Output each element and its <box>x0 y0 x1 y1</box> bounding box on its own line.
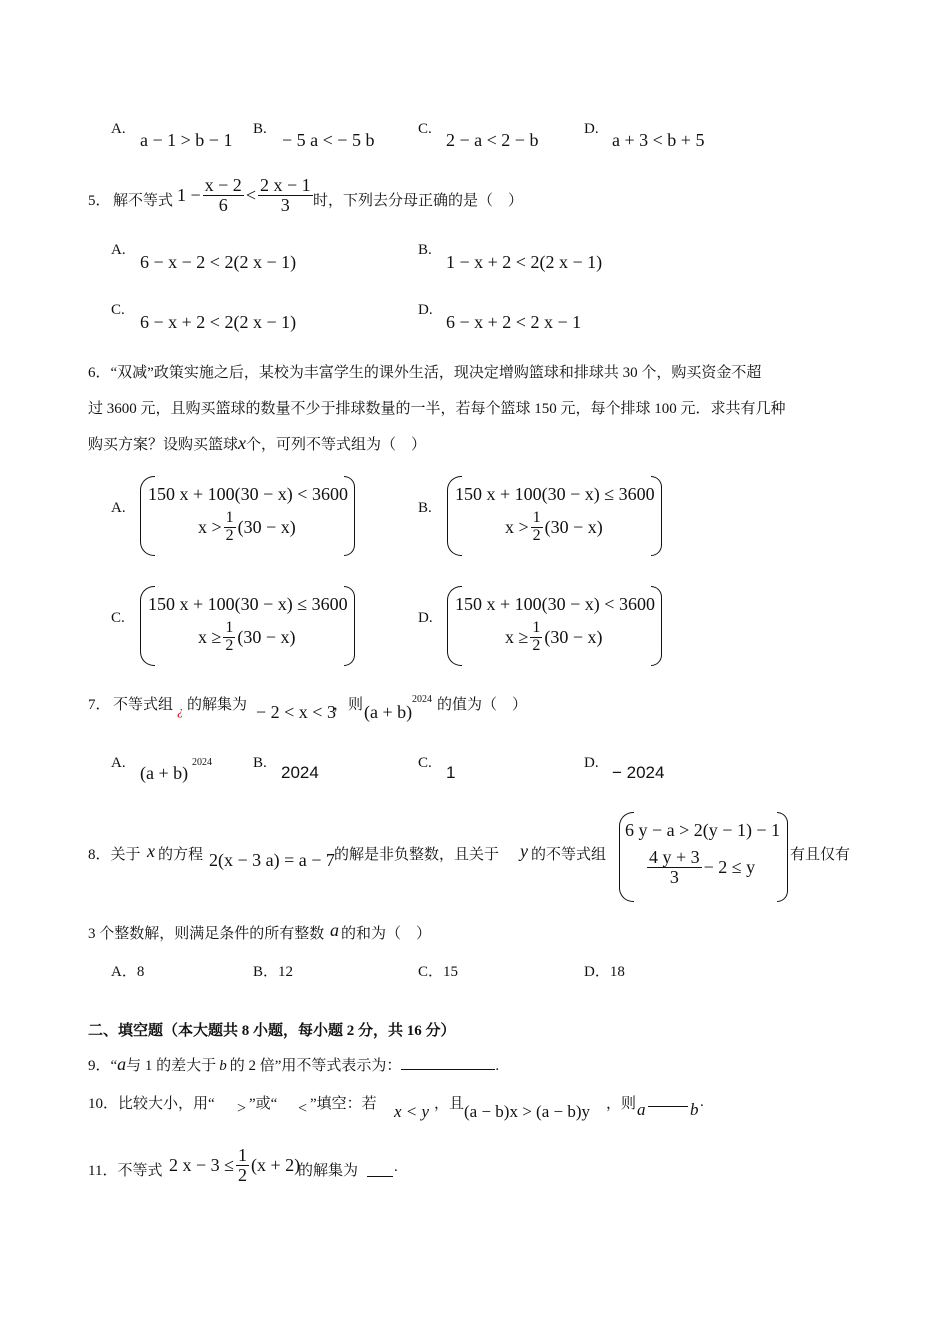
q6-option-b-row2 <box>505 510 603 545</box>
half-den: 2 <box>225 636 234 654</box>
q11-half-den: 2 <box>238 1164 248 1185</box>
q4-option-c-expr: 2 − a < 2 − b <box>446 130 539 150</box>
q6-line3-a: 购买方案？设购买篮球 <box>88 437 239 453</box>
q6-option-c-letter: C. <box>111 610 125 626</box>
q8-option-c-letter: C． <box>418 964 444 980</box>
q5-option-a-expr: 6 − x − 2 < 2(2 x − 1) <box>140 252 297 272</box>
q6-option-d-letter: D. <box>418 610 433 626</box>
q8-line1-b: 的方程 <box>158 847 204 863</box>
q4-option-a-expr: a − 1 > b − 1 <box>140 130 233 150</box>
q4-option-b-letter: B. <box>253 121 267 137</box>
q8-option-b <box>253 960 293 981</box>
q7-option-d-expr: − 2024 <box>612 763 665 782</box>
q9-var-a: a <box>117 1054 127 1074</box>
q8-option-d <box>584 960 625 981</box>
q10-var-a: a <box>637 1100 646 1119</box>
q6-option-c-row2 <box>198 620 296 655</box>
q8-line2-b: 的和为（ ） <box>341 926 432 942</box>
q6-option-b-row2-rhs: (30 − x) <box>544 516 603 537</box>
q8-line1-c: 的解是非负整数，且关于 <box>334 847 500 863</box>
q5-option-d-expr: 6 − x + 2 < 2 x − 1 <box>446 312 582 332</box>
q5-f1-den: 6 <box>218 194 228 215</box>
q8-equation: 2(x − 3 a) = a − 7 <box>209 850 335 870</box>
q8-var-x: x <box>147 841 155 861</box>
q4-option-b-expr: − 5 a < − 5 b <box>282 130 375 150</box>
q8-var-y: y <box>520 841 528 861</box>
q6-option-d-system <box>447 586 667 666</box>
q8-system <box>619 812 794 902</box>
q4-option-a-letter: A. <box>111 121 126 137</box>
q7-option-c-expr: 1 <box>446 763 456 782</box>
q6-line1: 6．“双减”政策实施之后，某校为丰富学生的课外生活，现决定增购篮球和排球共 30 个，购买资金不超 <box>88 365 762 381</box>
q7-glyph: ¿ <box>177 703 184 718</box>
q8-option-d-letter: D． <box>584 964 610 980</box>
q7-exp: 2024 <box>412 694 432 705</box>
q6-option-a-half <box>224 510 236 545</box>
q8-option-c-value: 15 <box>443 964 459 980</box>
q7-mid: 的解集为 <box>187 697 248 713</box>
half-num: 1 <box>225 509 234 526</box>
half-num: 1 <box>532 619 541 636</box>
q9-a: 9．“ <box>88 1058 118 1074</box>
q6-var-x: x <box>238 433 247 453</box>
q7-option-d-letter: D. <box>584 755 599 771</box>
q8-option-b-letter: B． <box>253 964 279 980</box>
q9-c: 的 2 倍”用不等式表示为： <box>229 1058 402 1074</box>
q8-row2-num: 4 y + 3 <box>649 847 700 867</box>
q6-option-c-half <box>223 620 235 655</box>
q5-one: 1 − <box>177 184 201 205</box>
q10-lt: < <box>298 1100 308 1117</box>
q5-f2-den: 3 <box>280 194 290 215</box>
q8-option-c <box>418 960 458 981</box>
q11-a: 11．不等式 <box>88 1163 163 1179</box>
q6-option-b-half <box>531 510 543 545</box>
q5-number: 5． <box>88 193 111 209</box>
q7-suffix: 的值为（ ） <box>437 697 528 713</box>
q5-lt: < <box>245 184 256 205</box>
q8-line1-d: 的不等式组 <box>531 847 607 863</box>
q8-option-a-letter: A． <box>111 964 137 980</box>
q5-f1-num: x − 2 <box>204 175 242 195</box>
q6-option-d-row1: 150 x + 100(30 − x) < 3600 <box>455 594 655 614</box>
q8-row2-den: 3 <box>669 866 679 887</box>
q7-option-a-exp: 2024 <box>192 757 212 768</box>
section-2-title: 二、填空题（本大题共 8 小题，每小题 2 分，共 16 分） <box>88 1023 456 1039</box>
q8-line1-a: 8．关于 <box>88 847 141 863</box>
q5-option-c-expr: 6 − x + 2 < 2(2 x − 1) <box>140 312 297 332</box>
q6-option-c-system <box>140 586 360 666</box>
q8-row1: 6 y − a > 2(y − 1) − 1 <box>625 820 781 840</box>
q6-option-a-letter: A. <box>111 500 126 516</box>
q9-answer-blank[interactable] <box>401 1053 495 1070</box>
q6-option-b-row1: 150 x + 100(30 − x) ≤ 3600 <box>455 484 655 504</box>
q5-inequality <box>177 176 315 215</box>
q8-option-a-value: 8 <box>136 964 145 980</box>
q6-line2: 过 3600 元，且购买篮球的数量不少于排球数量的一半，若每个篮球 150 元，每个排球 100 元．求共有几种 <box>88 401 786 417</box>
q9-b: 与 1 的差大于 <box>126 1058 217 1074</box>
q5-prefix: 解不等式 <box>113 193 174 209</box>
q6-line3-b: 个，可列不等式组为（ ） <box>246 437 427 453</box>
q5-fraction-right <box>258 176 313 215</box>
q7-option-a-expr: (a + b) <box>140 763 189 783</box>
q6-option-a-system <box>140 476 360 556</box>
question-9 <box>88 1053 499 1075</box>
half-den: 2 <box>532 526 541 544</box>
q10-e: ，则 <box>606 1096 637 1112</box>
q7-option-c-letter: C. <box>418 755 432 771</box>
q7-base: (a + b) <box>364 702 413 722</box>
q5-option-c-letter: C. <box>111 302 125 318</box>
q7-option-a-letter: A. <box>111 755 126 771</box>
q4-option-d-expr: a + 3 < b + 5 <box>612 130 705 150</box>
q10-cond1: x < y <box>394 1102 430 1121</box>
q6-option-a-row2-rhs: (30 − x) <box>237 516 296 537</box>
q6-option-a-row2 <box>198 510 296 545</box>
half-num: 1 <box>225 619 234 636</box>
q5-f2-num: 2 x − 1 <box>259 175 311 195</box>
q5-option-b-letter: B. <box>418 242 432 258</box>
q8-row2-fraction <box>647 848 702 887</box>
q10-answer-blank[interactable] <box>648 1104 688 1107</box>
q6-option-c-row1: 150 x + 100(30 − x) ≤ 3600 <box>148 594 348 614</box>
q11-answer-blank[interactable] <box>367 1163 393 1177</box>
q5-suffix: 时，下列去分母正确的是（ ） <box>313 193 524 209</box>
q7-number: 7． <box>88 697 111 713</box>
q6-option-b-system <box>447 476 667 556</box>
q10-d: ，且 <box>434 1096 465 1112</box>
q8-row2 <box>645 848 755 887</box>
q6-option-c-row2-lhs: x ≥ <box>198 626 222 647</box>
q10-c: ”填空：若 <box>310 1096 377 1112</box>
q7-prefix: 不等式组 <box>113 697 174 713</box>
q6-option-d-row2 <box>505 620 603 655</box>
q10-b: ”或“ <box>249 1096 278 1112</box>
q8-line2-a: 3 个整数解，则满足条件的所有整数 <box>88 926 325 942</box>
q8-option-b-value: 12 <box>278 964 294 980</box>
half-num: 1 <box>532 509 541 526</box>
q11-b: 的解集为 <box>298 1163 359 1179</box>
q8-option-d-value: 18 <box>609 964 625 980</box>
q11-lhs: 2 x − 3 ≤ <box>169 1154 235 1175</box>
q6-option-c-row2-rhs: (30 − x) <box>237 626 296 647</box>
q4-option-c-letter: C. <box>418 121 432 137</box>
q9-end: . <box>495 1058 500 1074</box>
q6-option-d-row2-lhs: x ≥ <box>505 626 529 647</box>
half-den: 2 <box>532 636 541 654</box>
q10-var-b: b <box>690 1100 699 1119</box>
q7-range: − 2 < x < 3 <box>256 702 336 722</box>
q5-option-b-expr: 1 − x + 2 < 2(2 x − 1) <box>446 252 603 272</box>
q5-option-d-letter: D. <box>418 302 433 318</box>
q6-line3 <box>88 433 426 454</box>
q9-var-b: b <box>219 1058 227 1074</box>
q11-inequality <box>169 1146 300 1185</box>
q7-option-b-expr: 2024 <box>281 763 319 782</box>
q6-option-b-letter: B. <box>418 500 432 516</box>
q11-end: . <box>394 1159 398 1175</box>
q6-option-b-row2-lhs: x > <box>505 516 529 537</box>
q11-rhs: (x + 2) <box>251 1154 301 1175</box>
q6-option-a-row1: 150 x + 100(30 − x) < 3600 <box>148 484 348 504</box>
q5-option-a-letter: A. <box>111 242 126 258</box>
q8-option-a <box>111 960 144 981</box>
half-den: 2 <box>225 526 234 544</box>
q4-option-d-letter: D. <box>584 121 599 137</box>
q11-half <box>236 1146 249 1185</box>
q6-option-d-row2-rhs: (30 − x) <box>544 626 603 647</box>
q5-fraction-left <box>203 176 244 215</box>
q7-then: ，则 <box>333 697 364 713</box>
q10-gt: > <box>237 1100 247 1117</box>
q6-option-d-half <box>530 620 542 655</box>
q6-option-a-row2-lhs: x > <box>198 516 222 537</box>
q10-a: 10．比较大小，用“ <box>88 1096 215 1112</box>
q10-end: . <box>700 1094 704 1110</box>
q10-cond2: (a − b)x > (a − b)y <box>464 1102 590 1121</box>
q8-line1-e: 有且仅有 <box>790 847 851 863</box>
q8-var-a: a <box>330 920 339 940</box>
q8-row2-rest: − 2 ≤ y <box>703 856 756 877</box>
q7-option-b-letter: B. <box>253 755 267 771</box>
q11-half-num: 1 <box>238 1145 248 1165</box>
